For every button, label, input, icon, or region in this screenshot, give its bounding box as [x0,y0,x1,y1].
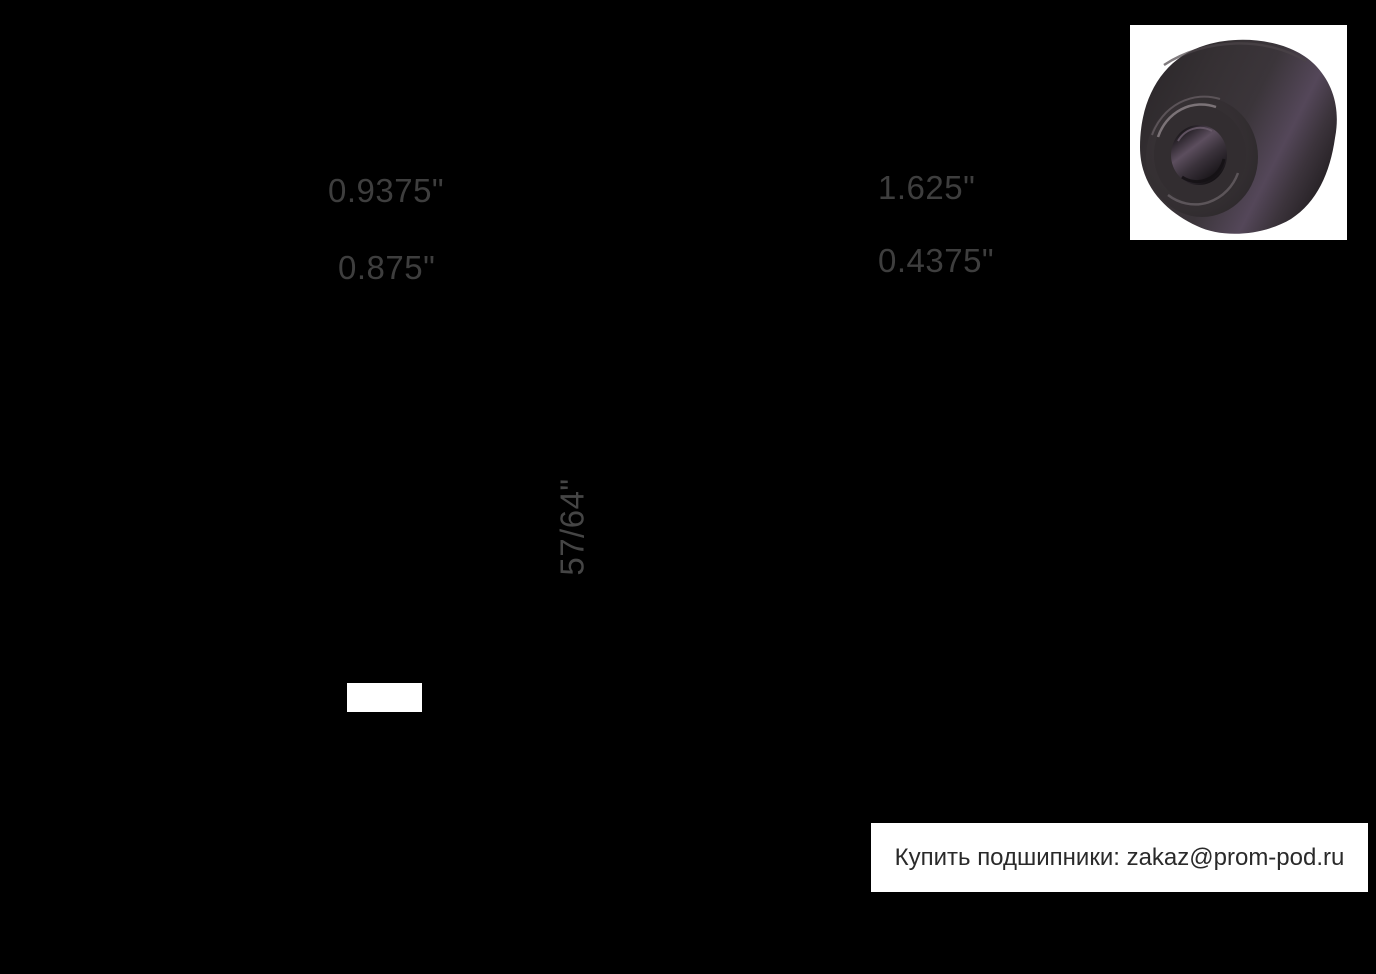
contact-banner-text: Купить подшипники: zakaz@prom-pod.ru [894,843,1345,871]
white-patch [347,683,422,712]
product-photo-panel [1130,25,1347,240]
dimension-label-2: 0.875" [338,249,436,286]
dimension-label-4: 0.4375" [878,242,995,279]
contact-banner [871,823,1368,892]
track-roller-bearing-photo-icon [1130,25,1347,240]
dimension-label-3: 1.625" [878,169,976,206]
dimension-label-1: 0.9375" [328,172,445,209]
dimension-label-vertical: 57/64" [553,478,591,576]
